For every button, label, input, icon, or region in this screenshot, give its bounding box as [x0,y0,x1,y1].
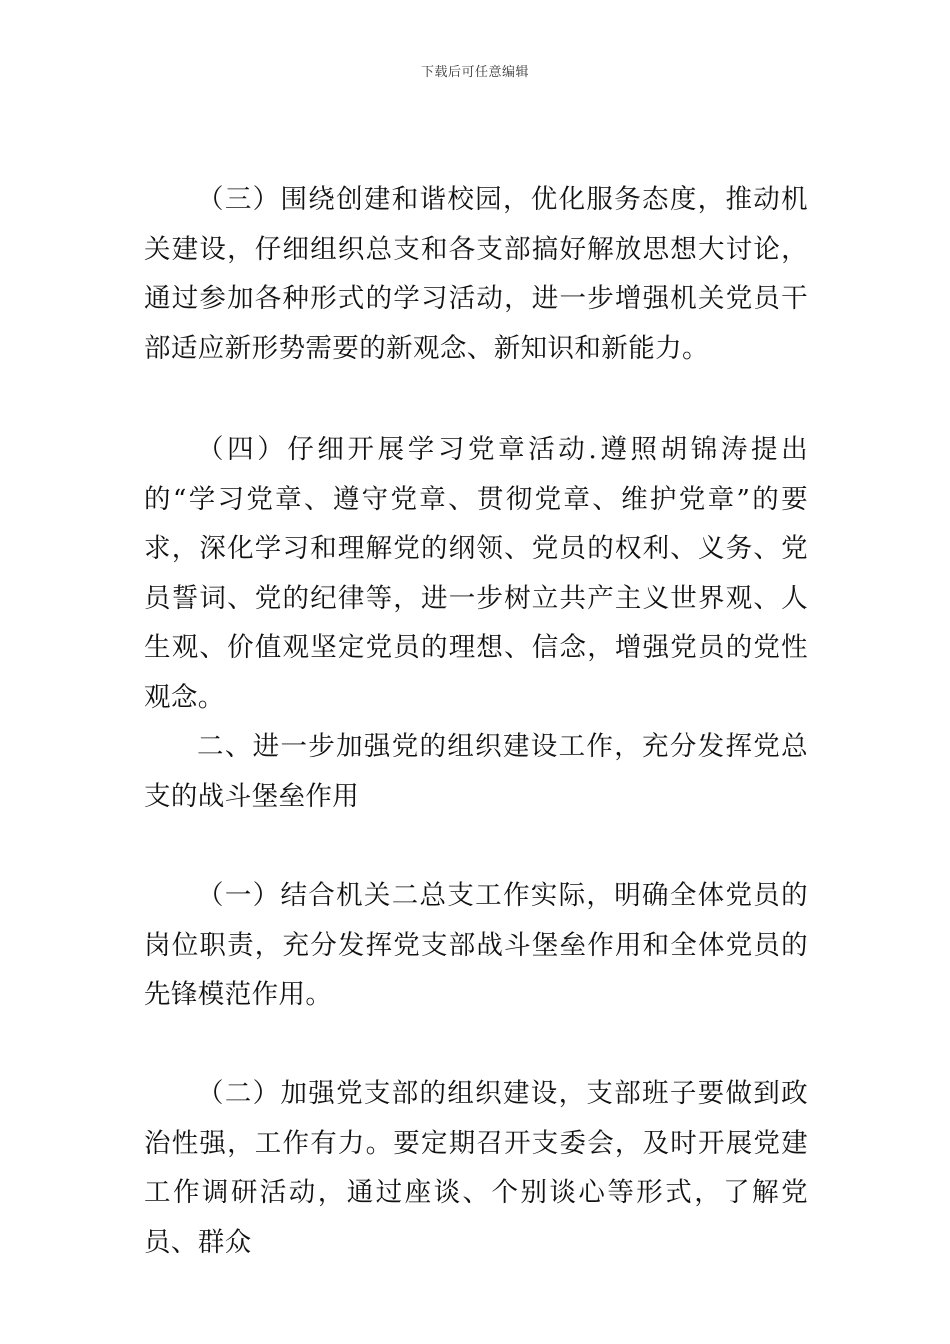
section-heading-2 [144,722,808,821]
paragraph-section-4 [144,425,808,722]
paragraph-text: （一）结合机关二总支工作实际，明确全体党员的岗位职责，充分发挥党支部战斗堡垒作用和全体党员的先锋模范作用。 [144,880,808,1010]
paragraph-subsection-1 [144,871,808,1020]
paragraph-text: （三）围绕创建和谐校园，优化服务态度，推动机关建设，仔细组织总支和各支部搞好解放思想大讨论，通过参加各种形式的学习活动，进一步增强机关党员干部适应新形势需要的新观念、新知识和新能力。 [144,184,808,364]
paragraph-text: （二）加强党支部的组织建设，支部班子要做到政治性强，工作有力。要定期召开支委会，及时开展党建工作调研活动，通过座谈、个别谈心等形式，了解党员、群众 [144,1078,808,1258]
section-heading-text: 二、进一步加强党的组织建设工作，充分发挥党总支的战斗堡垒作用 [144,731,808,812]
page-header-note: 下载后可任意编辑 [420,65,529,80]
paragraph-section-3 [144,175,808,373]
paragraph-text: （四）仔细开展学习党章活动.遵照胡锦涛提出的“学习党章、遵守党章、贯彻党章、维护党章”的要求，深化学习和理解党的纲领、党员的权利、义务、党员誓词、党的纪律等，进一步树立共产主义世界观、人生观、价值观坚定党员的理想、信念，增强党员的党性观念。 [144,434,808,713]
paragraph-subsection-2 [144,1069,808,1267]
